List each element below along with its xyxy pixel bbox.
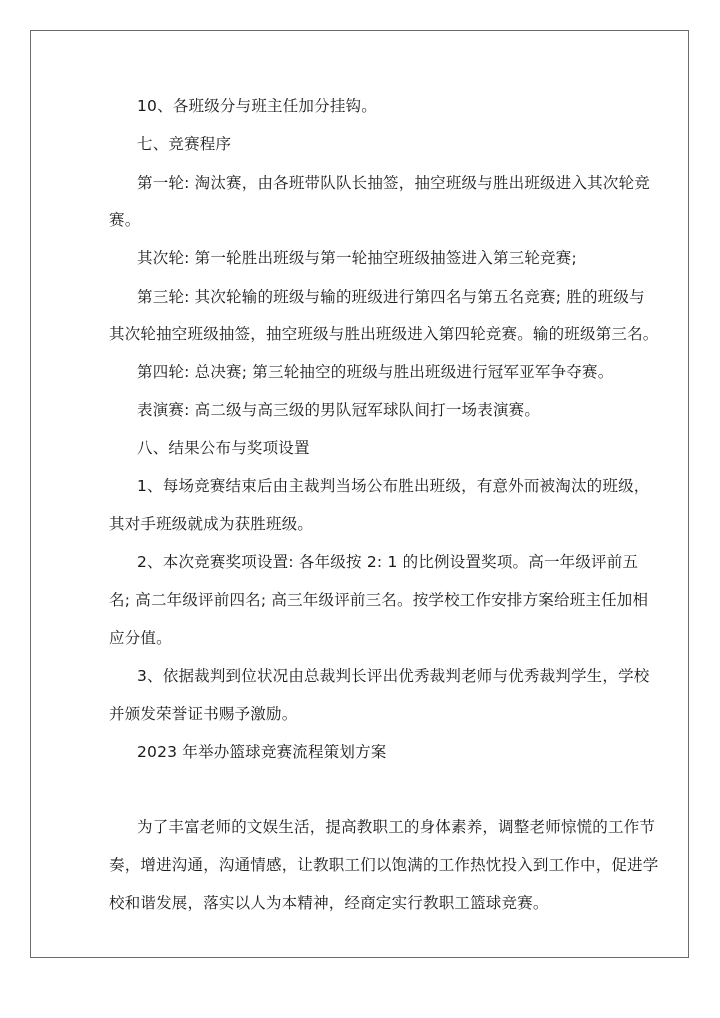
text-line: 第三轮: 其次轮输的班级与输的班级进行第四名与第五名竞赛; 胜的班级与 <box>137 288 645 306</box>
text-line: 第一轮: 淘汰赛，由各班带队队长抽签，抽空班级与胜出班级进入其次轮竞 <box>137 174 650 192</box>
section-heading: 七、竞赛程序 <box>137 135 232 153</box>
text-line: 校和谐发展，落实以人为本精神，经商定实行教职工篮球竞赛。 <box>109 894 549 912</box>
document-title: 2023 年举办篮球竞赛流程策划方案 <box>137 743 387 761</box>
section-heading: 八、结果公布与奖项设置 <box>137 439 310 457</box>
text-line: 表演赛: 高二级与高三级的男队冠军球队间打一场表演赛。 <box>137 401 541 419</box>
text-line: 名; 高二年级评前四名; 高三年级评前三名。按学校工作安排方案给班主任加相 <box>109 591 649 609</box>
text-line: 3、依据裁判到位状况由总裁判长评出优秀裁判老师与优秀裁判学生，学校 <box>137 667 650 685</box>
text-line: 第四轮: 总决赛; 第三轮抽空的班级与胜出班级进行冠军亚军争夺赛。 <box>137 363 614 381</box>
text-line: 赛。 <box>109 211 141 229</box>
text-line: 应分值。 <box>109 629 172 647</box>
text-line: 1、每场竞赛结束后由主裁判当场公布胜出班级，有意外而被淘汰的班级， <box>137 477 650 495</box>
text-line: 其次轮抽空班级抽签，抽空班级与胜出班级进入第四轮竞赛。输的班级第三名。 <box>109 325 659 343</box>
text-line: 为了丰富老师的文娱生活，提高教职工的身体素养，调整老师惊慌的工作节 <box>137 818 656 836</box>
text-line: 2、本次竞赛奖项设置: 各年级按 2: 1 的比例设置奖项。高一年级评前五 <box>137 553 639 571</box>
text-line: 其对手班级就成为获胜班级。 <box>109 515 314 533</box>
text-line: 其次轮: 第一轮胜出班级与第一轮抽空班级抽签进入第三轮竞赛; <box>137 249 577 267</box>
text-line: 奏，增进沟通，沟通情感，让教职工们以饱满的工作热忱投入到工作中，促进学 <box>109 856 659 874</box>
text-line: 并颁发荣誉证书赐予激励。 <box>109 705 298 723</box>
text-line: 10、各班级分与班主任加分挂钩。 <box>137 97 377 115</box>
